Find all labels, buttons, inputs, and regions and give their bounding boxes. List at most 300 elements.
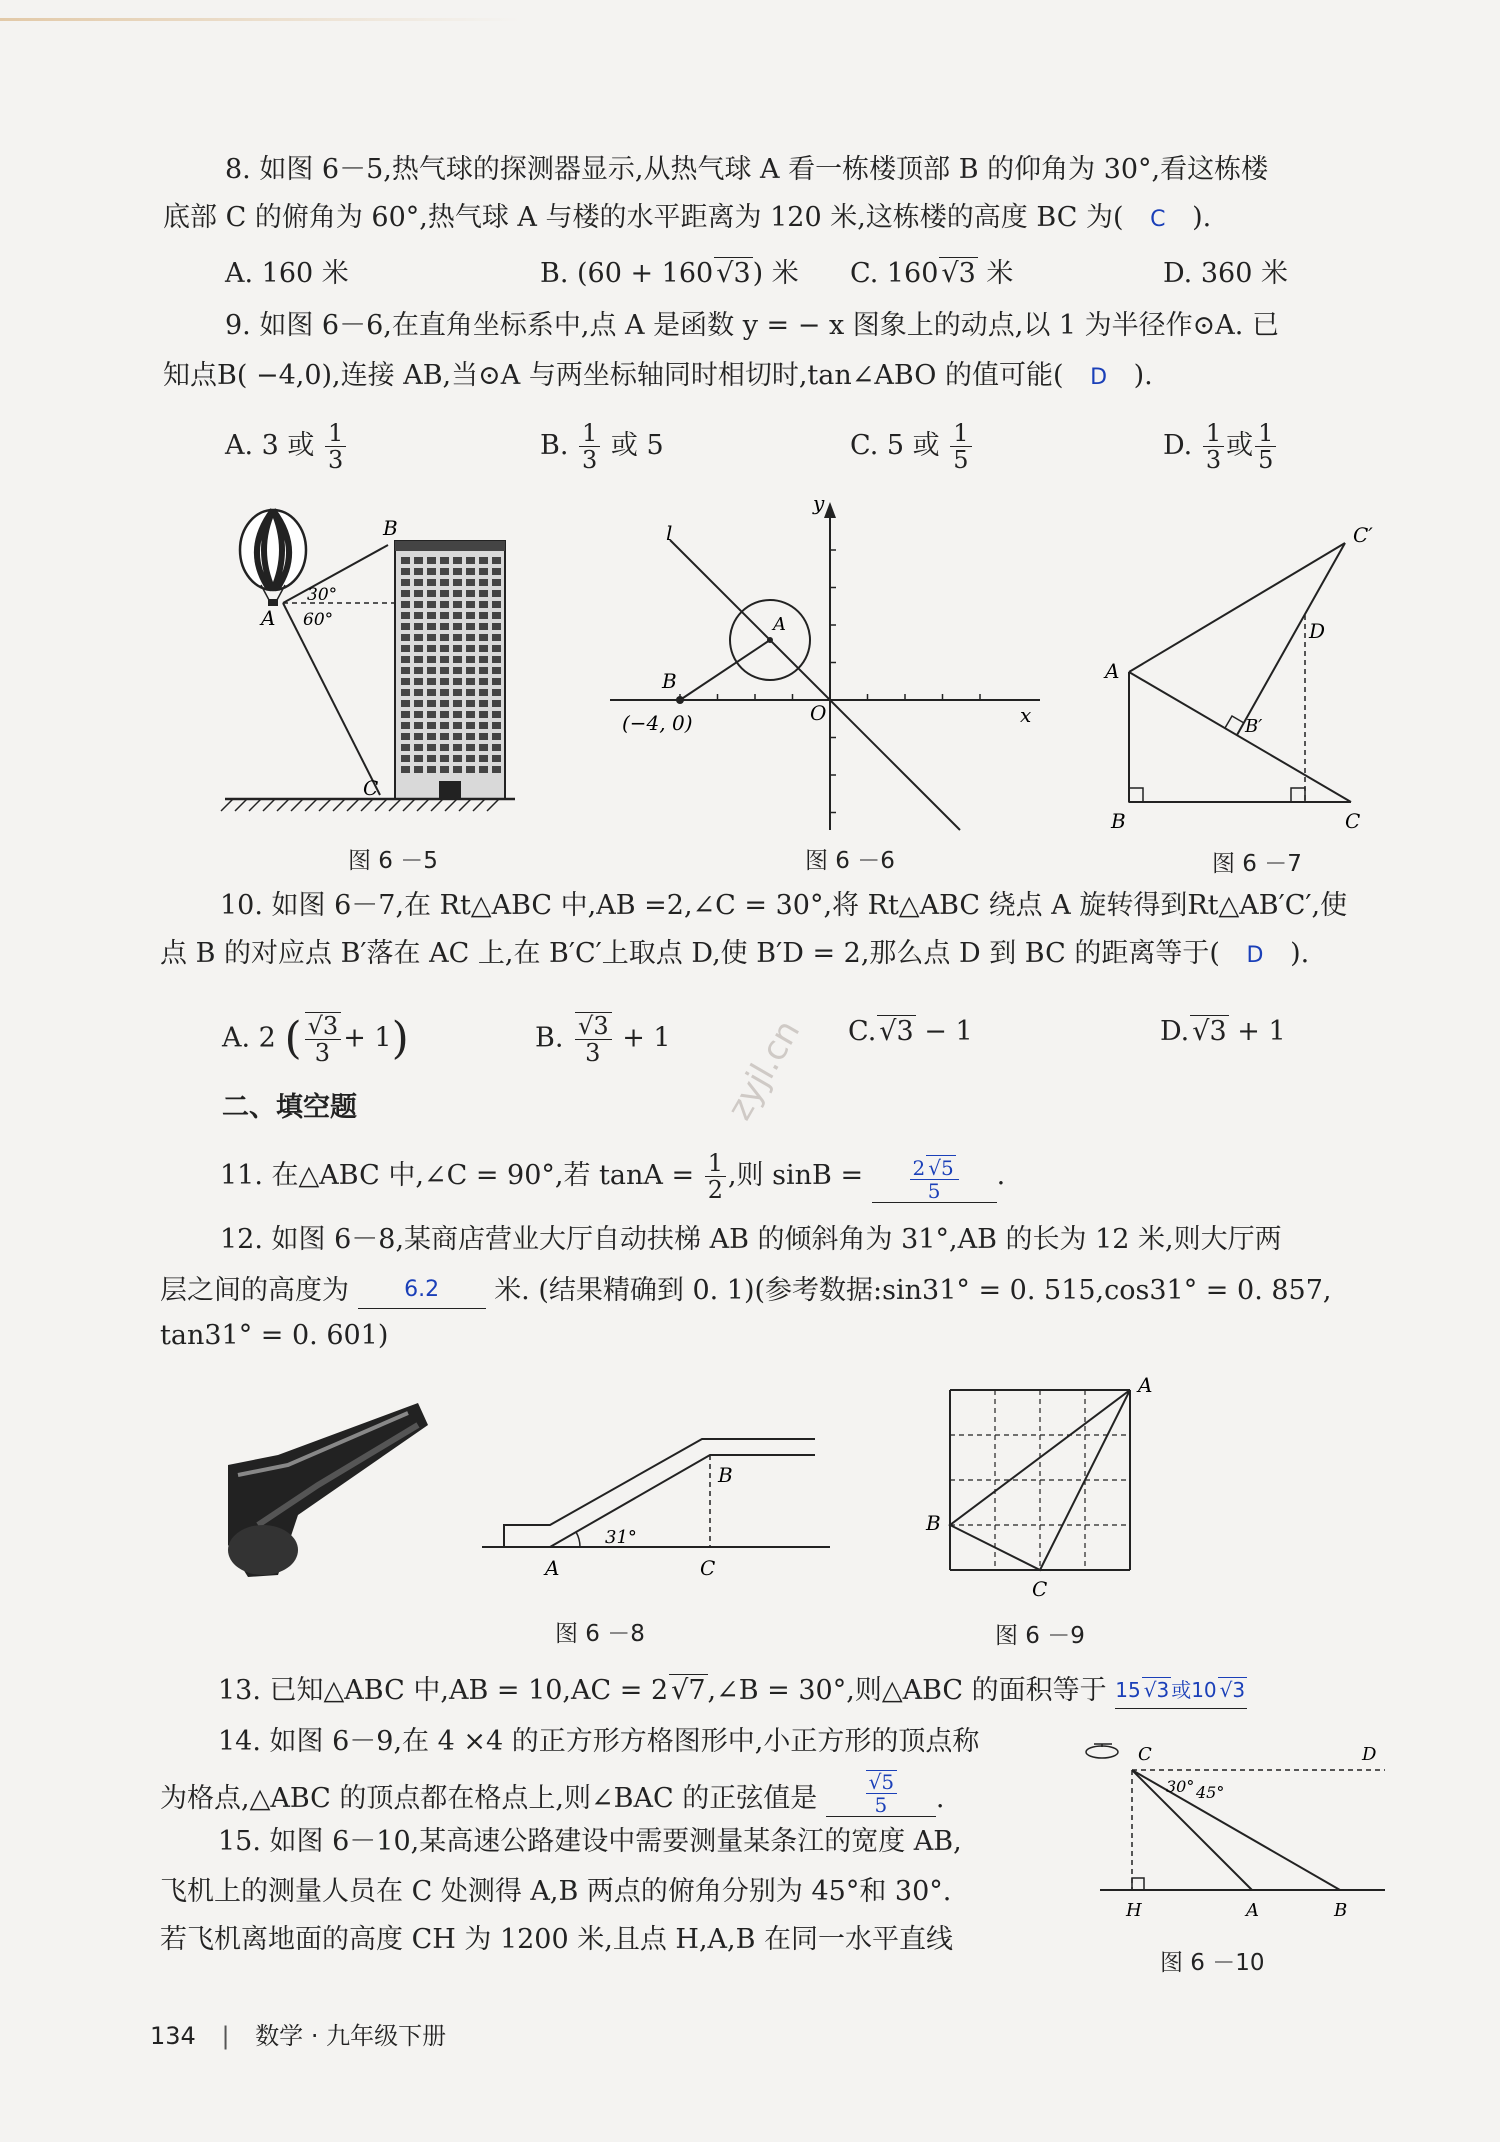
q8-option-c-pre: C. 160 (850, 258, 939, 289)
q10-option-a-post: + 1 (343, 1022, 392, 1054)
building-window (479, 568, 488, 575)
building-window (427, 590, 436, 597)
q11-answer (910, 1157, 959, 1202)
q10-option-d-post: + 1 (1228, 1016, 1286, 1047)
label-a: A (1105, 659, 1120, 683)
q8-option-b (540, 256, 799, 292)
building-window (466, 667, 475, 674)
q8-line1: 8. 如图 6－5,热气球的探测器显示,从热气球 A 看一栋楼顶部 B 的仰角为 30°,看这栋楼 (225, 154, 1269, 185)
q9-line2-pre: 知点B( −4,0),连接 AB,当⊙A 与两坐标轴同时相切时,tan∠ABO 的值可能( (163, 360, 1064, 391)
label-c-prime: C′ (1353, 523, 1373, 547)
q9-line1: 9. 如图 6－6,在直角坐标系中,点 A 是函数 y = − x 图象上的动点,以 1 为半径作⊙A. 已 (225, 310, 1279, 341)
building-window (453, 733, 462, 740)
building-window (492, 612, 501, 619)
fig68-caption: 图 6 －8 (555, 1621, 645, 1647)
building-window (492, 744, 501, 751)
building-window (466, 601, 475, 608)
building-window (453, 568, 462, 575)
hatch-mark (277, 799, 289, 811)
building-window (492, 755, 501, 762)
building-window (479, 733, 488, 740)
building-window (414, 601, 423, 608)
building-window (401, 656, 410, 663)
q9-line2 (163, 358, 1153, 396)
building-window (479, 612, 488, 619)
label-x: x (1020, 703, 1032, 727)
building-window (453, 711, 462, 718)
frac-den: 5 (927, 1179, 941, 1203)
building-window (466, 700, 475, 707)
building-window (427, 623, 436, 630)
q10-option-d-rad: √ 3 (1190, 1015, 1228, 1047)
building-window (479, 579, 488, 586)
q9-option-d-pre: D. (1163, 430, 1193, 461)
hatch-mark (235, 799, 247, 811)
building-window (427, 601, 436, 608)
label-d: D (1309, 619, 1326, 643)
q9-option-d-frac2 (1255, 420, 1276, 473)
building-window (414, 678, 423, 685)
building (395, 541, 505, 799)
q8-line2-pre: 底部 C 的俯角为 60°,热气球 A 与楼的水平距离为 120 米,这栋楼的高度 BC 为( (163, 202, 1124, 233)
q9-option-b-frac (579, 420, 600, 473)
q11-frac (705, 1150, 726, 1203)
hatch-mark (445, 799, 457, 811)
building-window (427, 755, 436, 762)
building-window (453, 634, 462, 641)
frac-num: 1 (1203, 420, 1224, 447)
building-window (479, 755, 488, 762)
building-window (479, 557, 488, 564)
label-b: B (1111, 809, 1126, 833)
building-window (427, 557, 436, 564)
angle-31: 31° (605, 1527, 637, 1548)
building-window (440, 656, 449, 663)
hatch-mark (431, 799, 443, 811)
frac-den: 3 (585, 1039, 601, 1067)
q10-line2 (160, 936, 1309, 974)
q9-option-c-frac (950, 420, 971, 473)
ans-or: 或 (1171, 1678, 1192, 1702)
q14-answer-blank (826, 1770, 936, 1817)
building-window (401, 612, 410, 619)
label-c: C (363, 776, 379, 800)
label-a: A (545, 1556, 560, 1580)
frac-den: 3 (582, 446, 598, 474)
building-window (401, 634, 410, 641)
building-window (414, 689, 423, 696)
frac-num: √ 3 (305, 1012, 342, 1040)
building-window (453, 667, 462, 674)
angle-arc (576, 1532, 580, 1547)
q9-option-c (850, 420, 974, 473)
ans1-rad: √ 3 (1142, 1677, 1171, 1702)
building-window (401, 557, 410, 564)
q12-line2-post: 米. (结果精确到 0. 1)(参考数据:sin31° = 0. 515,cos31° = 0. 857, (494, 1275, 1332, 1306)
figure-6-7 (1095, 520, 1395, 833)
building-window (479, 766, 488, 773)
building-window (479, 601, 488, 608)
q8-option-d: D. 360 米 (1163, 258, 1288, 289)
building-window (453, 766, 462, 773)
building-window (401, 711, 410, 718)
building-window (453, 755, 462, 762)
hatch-mark (459, 799, 471, 811)
building-window (492, 678, 501, 685)
building-window (440, 711, 449, 718)
building-window (427, 689, 436, 696)
building-window (453, 645, 462, 652)
building-window (466, 612, 475, 619)
building-window (414, 722, 423, 729)
q9-line2-post: ). (1133, 360, 1153, 391)
label-l: l (666, 521, 673, 545)
hatch-mark (487, 799, 499, 811)
building-window (440, 590, 449, 597)
right-angle-foot (1291, 788, 1305, 802)
hatch-mark (473, 799, 485, 811)
building-window (401, 623, 410, 630)
hatch-mark (249, 799, 261, 811)
label-c: C (700, 1556, 716, 1580)
hatch-mark (361, 799, 373, 811)
q9-option-a (225, 420, 348, 473)
building-window (492, 568, 501, 575)
frac-den: 5 (1258, 446, 1274, 474)
building-window (427, 579, 436, 586)
building-window (492, 722, 501, 729)
building-window (466, 579, 475, 586)
side-b-prime-c-prime (1237, 543, 1345, 735)
q11-answer-blank (872, 1157, 997, 1203)
q10-answer: D (1246, 943, 1264, 968)
fig67-caption: 图 6 －7 (1212, 851, 1302, 877)
q12-line2-pre: 层之间的高度为 (160, 1275, 349, 1306)
building-window (466, 557, 475, 564)
label-y: y (813, 491, 825, 515)
building-window (466, 744, 475, 751)
q14-line2 (160, 1770, 944, 1817)
building-window (427, 766, 436, 773)
building-window (466, 568, 475, 575)
watermark: zyjl.cn (719, 1013, 809, 1127)
building-window (427, 568, 436, 575)
figure-6-10 (1080, 1730, 1390, 1921)
frac-den: 5 (953, 446, 969, 474)
building-window (427, 667, 436, 674)
q15-line1: 15. 如图 6－10,某高速公路建设中需要测量某条江的宽度 AB, (218, 1826, 962, 1857)
ans-rad: √ 5 (926, 1155, 955, 1180)
side-ac (1129, 672, 1351, 802)
q8-option-b-rad: √ 3 (714, 257, 752, 289)
building-window (440, 755, 449, 762)
q10-line1: 10. 如图 6－7,在 Rt△ABC 中,AB =2,∠C = 30°,将 Rt△ABC 绕点 A 旋转得到Rt△AB′C′,使 (220, 890, 1348, 921)
building-window (401, 667, 410, 674)
building-window (414, 579, 423, 586)
figure-6-6 (610, 491, 1050, 840)
figure-6-5 (225, 505, 525, 835)
building-window (479, 667, 488, 674)
building-window (492, 590, 501, 597)
label-b: B (718, 1463, 733, 1487)
q14-answer (865, 1770, 897, 1816)
building-window (492, 733, 501, 740)
page-number: 134 (150, 2022, 196, 2050)
building-window (479, 645, 488, 652)
building-window (414, 623, 423, 630)
building-window (414, 700, 423, 707)
building-window (479, 590, 488, 597)
building-window (466, 590, 475, 597)
building-window (492, 700, 501, 707)
building-window (492, 667, 501, 674)
label-b-prime: B′ (1245, 716, 1263, 737)
q8-option-b-pre: B. (60 + 160 (540, 258, 714, 289)
q10-option-a-pre: A. 2 (222, 1022, 276, 1054)
label-b: B (926, 1511, 941, 1535)
frac-num: 1 (1255, 420, 1276, 447)
hatch-mark (319, 799, 331, 811)
ans-coef: 2 (912, 1156, 926, 1180)
building-window (414, 645, 423, 652)
label-c: C (1138, 1744, 1152, 1765)
building-window (440, 623, 449, 630)
building-window (401, 766, 410, 773)
frac-den: 3 (1205, 446, 1222, 474)
building-window (453, 623, 462, 630)
building-window (401, 744, 410, 751)
building-window (440, 744, 449, 751)
building-window (414, 711, 423, 718)
building-window (479, 656, 488, 663)
label-c: C (1345, 809, 1361, 833)
building-window (414, 568, 423, 575)
hatch-mark (389, 799, 401, 811)
q13-answer (1115, 1672, 1247, 1709)
building-window (440, 612, 449, 619)
building-window (466, 733, 475, 740)
q15-line3: 若飞机离地面的高度 CH 为 1200 米,且点 H,A,B 在同一水平直线 (160, 1924, 954, 1955)
building-window (440, 667, 449, 674)
q14-line1: 14. 如图 6－9,在 4 ×4 的正方形方格图形中,小正方形的顶点称 (218, 1726, 980, 1757)
building-window (414, 656, 423, 663)
frac-den: 2 (707, 1176, 723, 1204)
building-window (466, 722, 475, 729)
paren-left: ( (284, 1013, 302, 1064)
building-window (453, 557, 462, 564)
q8-option-c-post: 米 (977, 258, 1014, 289)
building-window (492, 557, 501, 564)
q9-option-a-pre: A. 3 或 (225, 430, 315, 461)
hatch-mark (333, 799, 345, 811)
footer-divider: | (221, 2022, 230, 2050)
label-b: B (383, 516, 398, 540)
building-window (453, 744, 462, 751)
building-window (479, 623, 488, 630)
grid (950, 1390, 1130, 1570)
building-window (479, 722, 488, 729)
building-window (492, 766, 501, 773)
q10-option-b (535, 1012, 671, 1066)
building-window (440, 645, 449, 652)
line-l (670, 540, 960, 830)
frac-num: 1 (579, 420, 600, 447)
hatch-mark (347, 799, 359, 811)
building-window (427, 711, 436, 718)
hatch-mark (291, 799, 303, 811)
label-c: C (1032, 1577, 1048, 1601)
building-window (401, 689, 410, 696)
building-window (401, 568, 410, 575)
q9-option-d-mid: 或 (1226, 430, 1254, 461)
q12-line2 (160, 1272, 1331, 1309)
building-window (440, 689, 449, 696)
building-window (427, 722, 436, 729)
frac-num: √ 5 (866, 1770, 897, 1794)
building-window (401, 579, 410, 586)
building-window (453, 612, 462, 619)
building-window (479, 689, 488, 696)
fig65-caption: 图 6 －5 (348, 848, 438, 874)
building-window (440, 579, 449, 586)
q13-mid: ,∠B = 30°,则△ABC 的面积等于 (707, 1675, 1107, 1706)
building-window (440, 568, 449, 575)
hatch-mark (263, 799, 275, 811)
fig610-caption: 图 6 －10 (1160, 1950, 1265, 1976)
building-window (492, 711, 501, 718)
q10-option-d-pre: D. (1160, 1016, 1190, 1047)
building-window (401, 755, 410, 762)
escalator-ab (550, 1455, 815, 1547)
building-window (440, 601, 449, 608)
building-window (427, 656, 436, 663)
angle-45: 45° (1196, 1783, 1225, 1802)
q11-pre: 11. 在△ABC 中,∠C = 90°,若 tanA = (220, 1160, 695, 1191)
building-window (466, 678, 475, 685)
q9-option-b-pre: B. (540, 430, 569, 461)
angle-30: 30° (307, 585, 338, 605)
q8-option-c-rad: √ 3 (939, 257, 977, 289)
building-window (453, 678, 462, 685)
section-title: 二、填空题 (222, 1092, 357, 1123)
building-window (453, 689, 462, 696)
building-window (414, 733, 423, 740)
building-window (453, 722, 462, 729)
right-angle-h (1132, 1878, 1144, 1890)
building-window (414, 766, 423, 773)
q9-option-d-frac1 (1203, 420, 1224, 473)
building-window (466, 755, 475, 762)
building-window (492, 623, 501, 630)
building-window (440, 634, 449, 641)
q11-post: . (996, 1160, 1006, 1191)
building-window (440, 722, 449, 729)
q9-option-c-pre: C. 5 或 (850, 430, 940, 461)
label-coord-b: (−4, 0) (622, 711, 693, 735)
hatch-mark (305, 799, 317, 811)
ground-hatching (221, 799, 499, 811)
hatch-mark (375, 799, 387, 811)
q10-line2-post: ). (1290, 938, 1310, 969)
q12-line1: 12. 如图 6－8,某商店营业大厅自动扶梯 AB 的倾斜角为 31°,AB 的长为 12 米,则大厅两 (220, 1224, 1282, 1255)
right-angle-b (1129, 788, 1143, 802)
top-decor-line (0, 18, 520, 21)
figure-6-9 (926, 1373, 1160, 1610)
building-window (479, 700, 488, 707)
book-title: 数学 · 九年级下册 (255, 2022, 447, 2050)
label-a: A (1138, 1373, 1153, 1397)
building-window (479, 711, 488, 718)
hatch-mark (221, 799, 233, 811)
fig69-caption: 图 6 －9 (995, 1623, 1085, 1649)
q14-post: . (935, 1783, 945, 1814)
building-window (427, 634, 436, 641)
frac-num: 1 (325, 420, 346, 447)
label-d: D (1362, 1744, 1377, 1765)
frac-den: 5 (874, 1793, 888, 1817)
building-window (466, 634, 475, 641)
q10-option-c-rad: √ 3 (877, 1015, 915, 1047)
label-b: B (662, 669, 677, 693)
building-window (427, 744, 436, 751)
building-window (414, 755, 423, 762)
q10-option-a-frac (304, 1012, 342, 1066)
building-window (401, 678, 410, 685)
q11-mid: ,则 sinB = (727, 1160, 864, 1191)
q8-option-a: A. 160 米 (225, 258, 349, 289)
q10-option-b-pre: B. (535, 1022, 564, 1054)
q10-option-b-frac (574, 1012, 612, 1066)
label-b: B (1334, 1900, 1348, 1921)
building-window (414, 634, 423, 641)
building-window (401, 590, 410, 597)
building-window (492, 634, 501, 641)
q10-option-a (222, 1012, 409, 1066)
angle-30: 30° (1166, 1777, 1195, 1796)
building-window (453, 700, 462, 707)
frac-num (910, 1157, 959, 1180)
q14-line2-pre: 为格点,△ABC 的顶点都在格点上,则∠BAC 的正弦值是 (160, 1783, 818, 1814)
airplane-icon (1086, 1744, 1118, 1758)
paren-right: ) (391, 1013, 409, 1064)
frac-den: 3 (328, 446, 344, 474)
building-window (440, 766, 449, 773)
q10-option-c (848, 1014, 973, 1050)
escalator-photo (218, 1405, 428, 1585)
q10-line2-pre: 点 B 的对应点 B′落在 AC 上,在 B′C′上取点 D,使 B′D = 2,那么点 D 到 BC 的距离等于( (160, 938, 1220, 969)
q13-line (218, 1672, 1247, 1709)
building-window (414, 590, 423, 597)
q8-option-c (850, 256, 1013, 292)
ans2-coef: 10 (1191, 1678, 1217, 1702)
building-window (440, 678, 449, 685)
sightline-ac (283, 603, 380, 795)
building-window (466, 656, 475, 663)
building-window (427, 612, 436, 619)
q9-answer: D (1090, 365, 1108, 390)
side-ac-prime (1129, 543, 1345, 672)
building-window (401, 700, 410, 707)
label-o: O (810, 701, 827, 725)
q9-option-d (1163, 420, 1278, 473)
frac-num: 1 (705, 1150, 726, 1177)
building-window (492, 689, 501, 696)
fig66-caption: 图 6 －6 (805, 848, 895, 874)
q10-option-d (1160, 1014, 1286, 1050)
q10-option-b-post: + 1 (622, 1022, 671, 1054)
ans2-rad: √ 3 (1218, 1677, 1247, 1702)
frac-num: 1 (950, 420, 971, 447)
